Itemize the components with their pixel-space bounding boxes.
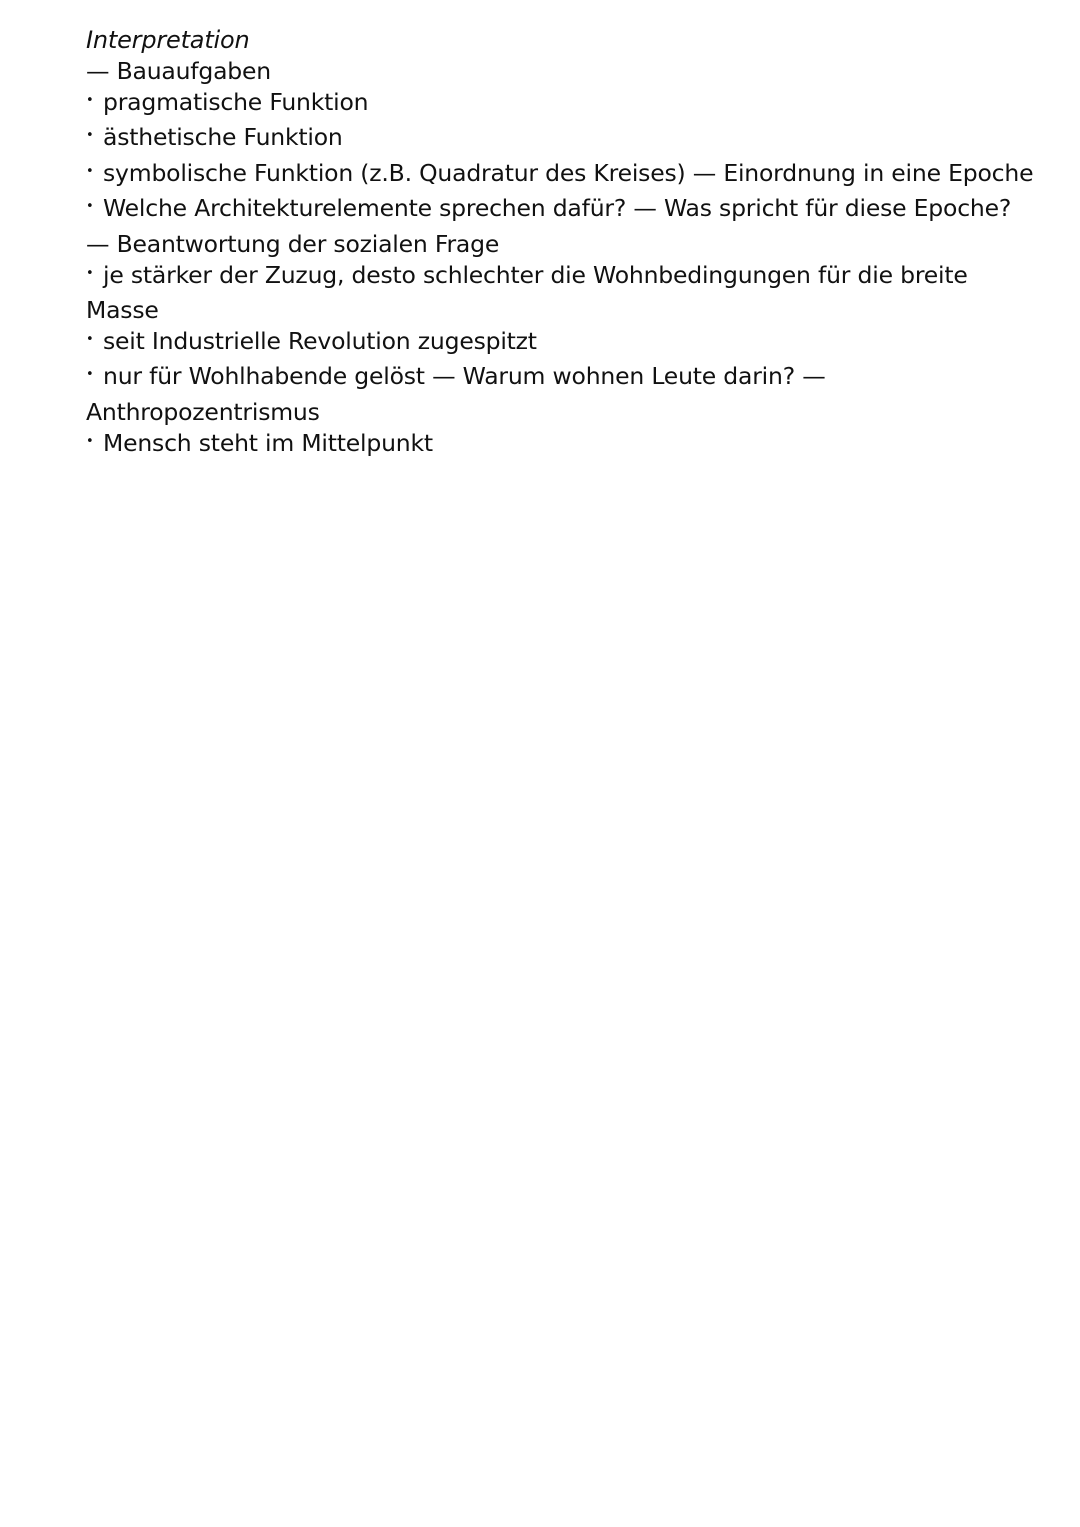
bullet-icon: •: [86, 128, 94, 144]
item-text: symbolische Funktion (z.B. Quadratur des Kreises) — Einordnung in eine Epoche: [103, 158, 1034, 187]
bullet-item: [86, 361, 846, 427]
dash-item-soziale-frage: [86, 229, 1046, 260]
item-text: pragmatische Funktion: [103, 87, 369, 116]
item-text: ästhetische Funktion: [103, 123, 343, 152]
item-text: je stärker der Zuzug, desto schlechter die Wohnbedingungen für die breite Masse: [86, 260, 968, 325]
bullet-item: [86, 122, 1046, 158]
bullet-icon: •: [86, 163, 94, 179]
item-text: Mensch steht im Mittelpunkt: [103, 428, 433, 457]
bullet-icon: •: [86, 265, 94, 281]
bullet-icon: •: [86, 331, 94, 347]
bullet-item: [86, 326, 1046, 362]
bullet-item: [86, 428, 1046, 464]
item-text: Bauaufgaben: [116, 57, 271, 85]
dash-item-bauaufgaben: [86, 56, 1046, 87]
item-text: Beantwortung der sozialen Frage: [116, 229, 500, 258]
bullet-icon: •: [86, 199, 94, 215]
dash-prefix: —: [86, 57, 117, 85]
bullet-icon: •: [86, 367, 94, 383]
item-text: Welche Architekturelemente sprechen dafür? — Was spricht für diese Epoche?: [103, 194, 1012, 223]
bullet-item: [86, 260, 986, 326]
bullet-item: [86, 193, 1046, 229]
dash-prefix: —: [86, 229, 117, 258]
item-text: seit Industrielle Revolution zugespitzt: [103, 326, 537, 355]
bullet-icon: •: [86, 433, 94, 449]
section-heading: Interpretation: [86, 26, 250, 54]
document-body: [86, 24, 1046, 463]
bullet-item: [86, 87, 1046, 123]
bullet-icon: •: [86, 92, 94, 108]
item-text: nur für Wohlhabende gelöst — Warum wohnen Leute darin? — Anthropozentrismus: [86, 362, 826, 426]
bullet-item: [86, 158, 1046, 194]
